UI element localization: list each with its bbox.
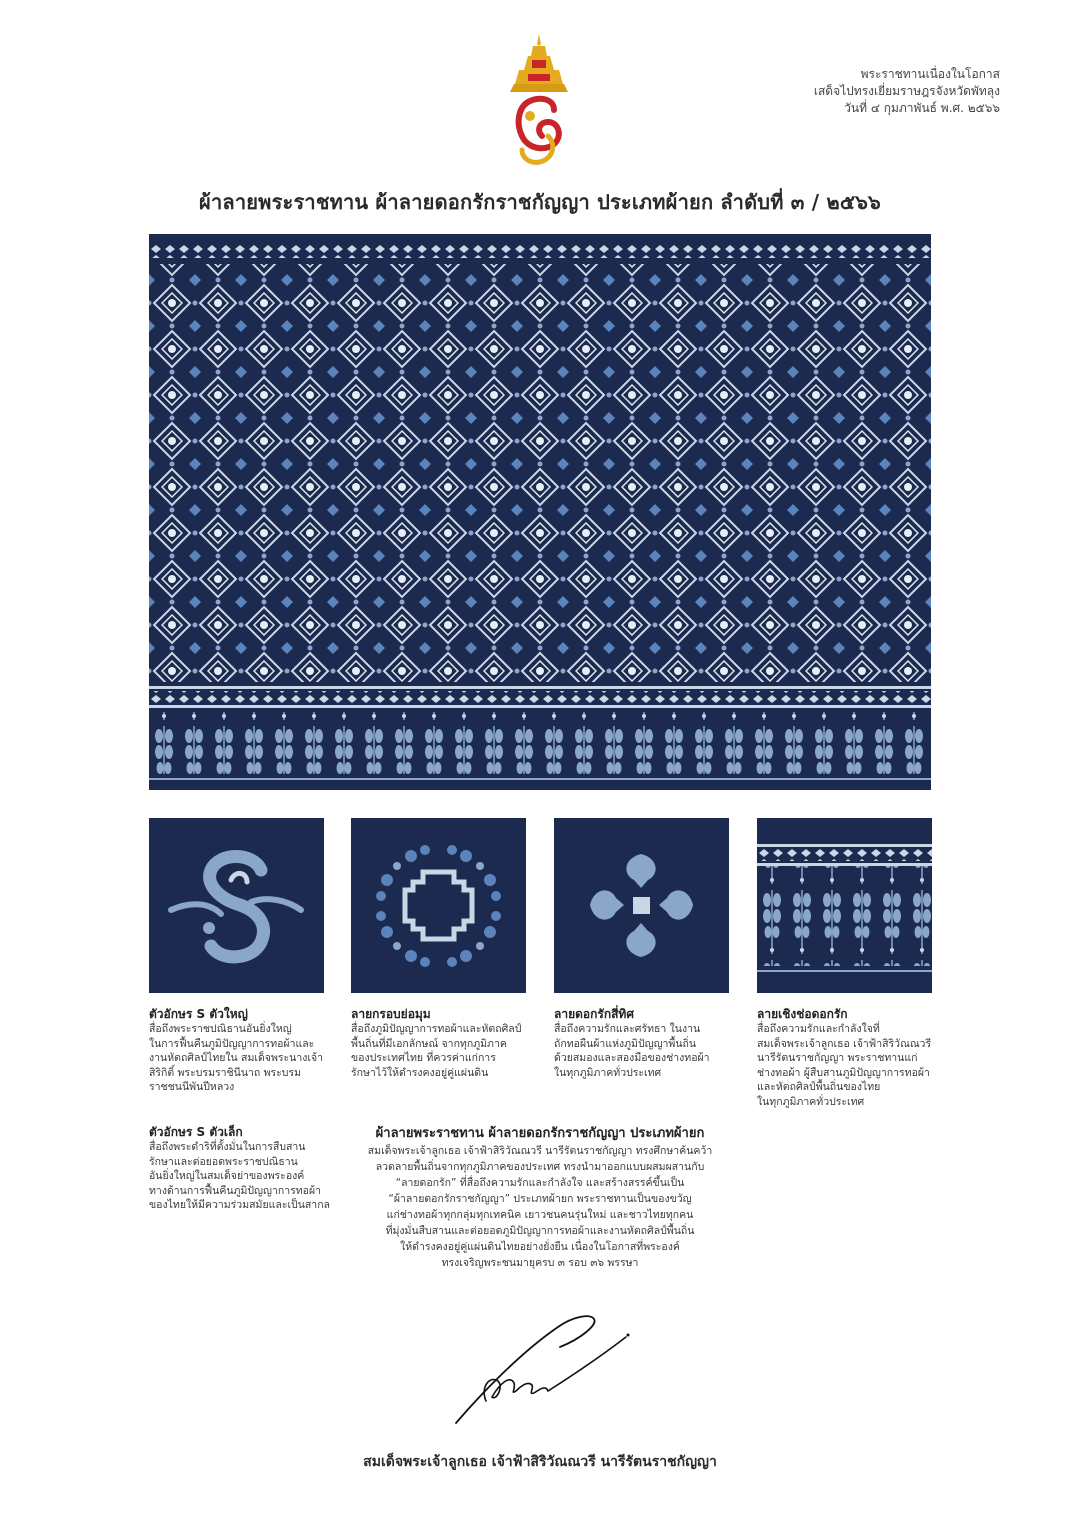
pattern-description [554,1006,739,1080]
pattern-line: ในทุกภูมิภาคทั่วประเทศ [554,1066,662,1079]
pattern-line: ของไทยให้มีความร่วมสมัยและเป็นสากล [149,1199,330,1211]
pattern-title: ลายเชิงช่อดอกรัก [757,1007,848,1021]
pattern-description [149,1006,334,1095]
pattern-line: ถักทอผืนผ้าแห่งภูมิปัญญาพื้นถิ่น [554,1037,697,1050]
center-line: ทรงเจริญพระชนมายุครบ ๓ รอบ ๓๖ พรรษา [441,1257,639,1269]
pattern-line: อันยิ่งใหญ่ในสมเด็จย่าของพระองค์ [149,1170,305,1182]
center-line: แก่ช่างทอผ้าทุกกลุ่มทุกเทคนิค เยาวชนคนรุ่นใหม่ และชาวไทยทุกคน [386,1209,694,1221]
pattern-description [351,1006,536,1080]
pattern-line: สื่อถึงภูมิปัญญาการทอผ้าและหัตถศิลป์ [351,1023,522,1035]
pattern-line: สิริกิติ์ พระบรมราชินีนาถ พระบรม [149,1066,302,1079]
pattern-line: ในทุกภูมิภาคทั่วประเทศ [757,1095,865,1108]
royal-emblem-icon [508,32,570,166]
pattern-line: ราชชนนีพันปีหลวง [149,1081,235,1093]
occasion-text [740,66,1000,117]
pattern-title: ตัวอักษร S ตัวใหญ่ [149,1007,248,1021]
occasion-line: วันที่ ๔ กุมภาพันธ์ พ.ศ. ๒๕๖๖ [844,101,1000,115]
pattern-line: สื่อถึงพระราชปณิธานอันยิ่งใหญ่ [149,1023,292,1035]
pattern-line: สื่อถึงพระดำริที่ตั้งมั่นในการสืบสาน [149,1141,306,1153]
center-line: ให้ดำรงคงอยู่คู่แผ่นดินไทยอย่างยั่งยืน เนื่องในโอกาสที่พระองค์ [400,1241,680,1253]
pattern-line: นารีรัตนราชกัญญา พระราชทานแก่ [757,1052,918,1064]
border-bouquet-swatch [757,818,932,993]
center-line: ที่มุ่งมั่นสืบสานและต่อยอดภูมิปัญญาการทอผ้าและงานหัตถศิลป์พื้นถิ่น [385,1225,695,1237]
occasion-line: พระราชทานเนื่องในโอกาส [860,67,1000,81]
pattern-line: พื้นถิ่นที่มีเอกลักษณ์ จากทุกภูมิภาค [351,1037,507,1050]
page-title: ผ้าลายพระราชทาน ผ้าลายดอกรักราชกัญญา ประเภทผ้ายก ลำดับที่ ๓ / ๒๕๖๖ [199,190,881,214]
pattern-title: ตัวอักษร S ตัวเล็ก [149,1125,243,1139]
pattern-line: ด้วยสมองและสองมือของช่างทอผ้า [554,1052,710,1064]
fabric-pattern-image [149,234,931,790]
frame-pattern-swatch [351,818,526,993]
signer-name: สมเด็จพระเจ้าลูกเธอ เจ้าฟ้าสิริวัณณวรี นารีรัตนราชกัญญา [363,1454,717,1470]
occasion-line: เสด็จไปทรงเยี่ยมราษฎรจังหวัดพัทลุง [813,84,1000,98]
center-description [340,1124,740,1271]
pattern-title: ลายกรอบย่อมุม [351,1007,431,1021]
center-title: ผ้าลายพระราชทาน ผ้าลายดอกรักราชกัญญา ประเภทผ้ายก [375,1126,705,1141]
four-direction-flower-swatch [554,818,729,993]
pattern-title: ลายดอกรักสี่ทิศ [554,1007,634,1021]
pattern-line: ช่างทอผ้า ผู้สืบสานภูมิปัญญาการทอผ้า [757,1066,930,1079]
center-line: “ผ้าลายดอกรักราชกัญญา” ประเภทผ้ายก พระราชทานเป็นของขวัญ [388,1193,692,1205]
pattern-line: รักษาไว้ให้ดำรงคงอยู่คู่แผ่นดิน [351,1066,489,1079]
pattern-line: งานหัตถศิลป์ไทยใน สมเด็จพระนางเจ้า [149,1052,323,1064]
signature-icon [430,1305,650,1430]
center-line: ลวดลายพื้นถิ่นจากทุกภูมิภาคของประเทศ ทรงนำมาออกแบบผสมผสานกับ [375,1161,705,1173]
pattern-line: รักษาและต่อยอดพระราชปณิธาน [149,1155,298,1168]
pattern-description [757,1006,942,1109]
pattern-line: สื่อถึงความรักและกำลังใจที่ [757,1023,880,1035]
pattern-line: สมเด็จพระเจ้าลูกเธอ เจ้าฟ้าสิริวัณณวรี [757,1037,932,1050]
pattern-line: สื่อถึงความรักและศรัทธา ในงาน [554,1023,701,1035]
center-line: “ลายดอกรัก” ที่สื่อถึงความรักและกำลังใจ และสร้างสรรค์ขึ้นเป็น [395,1177,685,1189]
s-letter-swatch [149,818,324,993]
center-line: สมเด็จพระเจ้าลูกเธอ เจ้าฟ้าสิริวัณณวรี นารีรัตนราชกัญญา ทรงศึกษาค้นคว้า [367,1145,713,1157]
pattern-line: ในการฟื้นคืนภูมิปัญญาการทอผ้าและ [149,1037,315,1050]
pattern-description [149,1124,334,1213]
pattern-line: และหัตถศิลป์พื้นถิ่นของไทย [757,1081,881,1093]
pattern-line: ทางด้านการฟื้นคืนภูมิปัญญาการทอผ้า [149,1184,322,1197]
pattern-line: ของประเทศไทย ที่ควรค่าแก่การ [351,1052,496,1064]
